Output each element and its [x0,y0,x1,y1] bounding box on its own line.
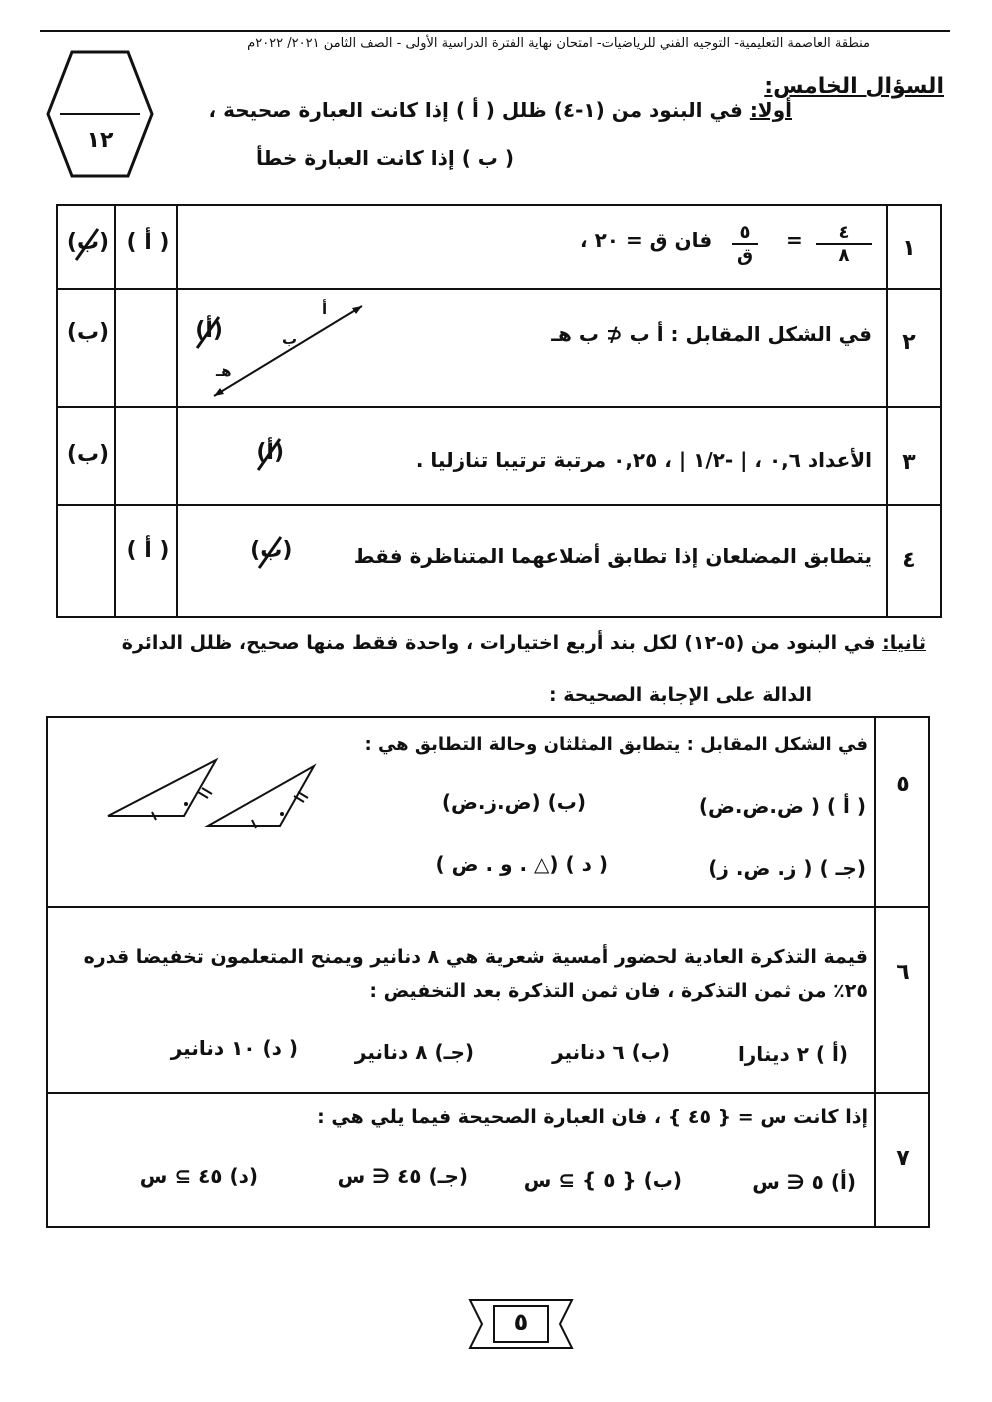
header-rule [40,30,950,32]
part2-instruction [122,632,926,654]
fig-label-b: ب [282,330,298,348]
item-number: ٥ [896,772,910,797]
frac-1 [816,222,872,266]
item-5-statement: في الشكل المقابل : يتطابق المثلثان وحالة التطابق هي : [364,734,868,755]
option-b-selected[interactable]: (ب) [60,230,116,255]
line-figure-icon [206,296,376,406]
score-hexagon-icon [44,48,156,180]
frac-2-bot: ق [732,243,758,266]
option-b[interactable]: (ب) [66,442,110,467]
option-a[interactable]: ( أ ) [126,230,170,255]
choice-b-selected[interactable]: (ب) (ض.ز.ض) [441,790,586,814]
exam-header: منطقة العاصمة التعليمية- التوجيه الفني للرياضيات- امتحان نهاية الفترة الدراسية الأولى - الصف الثامن ٢٠٢١/ ٢٠٢٢م [247,36,870,51]
choice-b-selected[interactable]: (ب) ٦ دنانير [552,1040,670,1064]
part1-instruction-2: ( ب ) إذا كانت العبارة خطأ [255,146,514,170]
item-number: ٧ [896,1146,910,1171]
fig-label-h: هـ [216,362,232,380]
item-2-statement: في الشكل المقابل : أ ب ⊄ ب هـ [551,322,872,346]
score-total: ١٢ [86,128,114,153]
page-number: ٥ [513,1308,529,1336]
question-title: السؤال الخامس: [764,74,944,99]
choice-a[interactable]: (أ ) ٢ دينارا [737,1042,848,1066]
item-number: ٢ [902,330,916,355]
choice-a[interactable]: (أ) ٥ ∈ س [752,1170,856,1194]
option-a-selected[interactable]: (أ) [181,318,237,343]
part2-instruction-2: الدالة على الإجابة الصحيحة : [549,684,812,706]
choice-d[interactable]: (د) ٤٥ ⊇ س [139,1164,258,1188]
choice-c[interactable]: (جـ ) ( ز. ض. ز) [708,856,866,880]
option-a[interactable]: ( أ ) [126,538,170,563]
item-3-statement: الأعداد ٠,٦ ، | -١/٢ | ، ٠,٢٥ مرتبة ترتيبا تنازليا . [415,448,872,472]
choice-c[interactable]: (جـ) ٨ دنانير [354,1040,474,1064]
item-number: ٣ [902,450,916,475]
frac-1-top: ٤ [838,222,850,243]
item-number: ٤ [902,548,916,573]
choice-b[interactable]: (ب) { ٥ } ⊇ س [523,1168,682,1192]
part2-text: في البنود من (٥-١٢) لكل بند أربع اختيارات ، واحدة فقط منها صحيح، ظلل الدائرة [121,632,876,654]
part2-label: ثانيا: [882,632,926,654]
choice-d[interactable]: ( د) ١٠ دنانير [170,1036,298,1060]
option-b-selected[interactable]: (ب) [243,538,299,563]
part1-text: في البنود من (١-٤) ظلل ( أ ) إذا كانت العبارة صحيحة ، [208,98,743,122]
item-7-statement: إذا كانت س = { ٤٥ } ، فان العبارة الصحيحة فيما يلي هي : [317,1106,868,1128]
option-a-selected[interactable]: (أ) [242,440,298,465]
choice-c-selected[interactable]: (جـ) ٤٥ ∈ س [337,1164,468,1188]
part1-label: أولا: [749,98,792,122]
option-b[interactable]: (ب) [66,320,110,345]
fig-label-a: أ [322,300,328,318]
item-1-statement [580,222,880,272]
item-number: ٦ [896,960,910,985]
choice-d[interactable]: ( د ) (△ . و . ض ) [435,852,608,876]
item-number: ١ [902,236,916,261]
part1-instruction [209,98,792,122]
item-6-statement: قيمة التذكرة العادية لحضور أمسية شعرية هي ٨ دنانير ويمنح المتعلمون تخفيضا قدره [83,946,868,968]
item-6-statement-2: ٢٥٪ من ثمن التذكرة ، فان ثمن التذكرة بعد التخفيض : [369,980,868,1002]
frac-1-bot: ٨ [816,243,872,266]
item-4-statement: يتطابق المضلعان إذا تطابق أضلاعهما المتناظرة فقط [353,544,872,568]
frac-2 [732,222,758,266]
item-1-tail: ، فان ق = ٢٠ [580,228,713,252]
equals-sign: = [786,228,803,252]
congruent-triangles-icon [104,756,320,832]
choice-a[interactable]: ( أ ) ( ض.ض.ض) [698,794,866,818]
frac-2-top: ٥ [739,222,751,243]
